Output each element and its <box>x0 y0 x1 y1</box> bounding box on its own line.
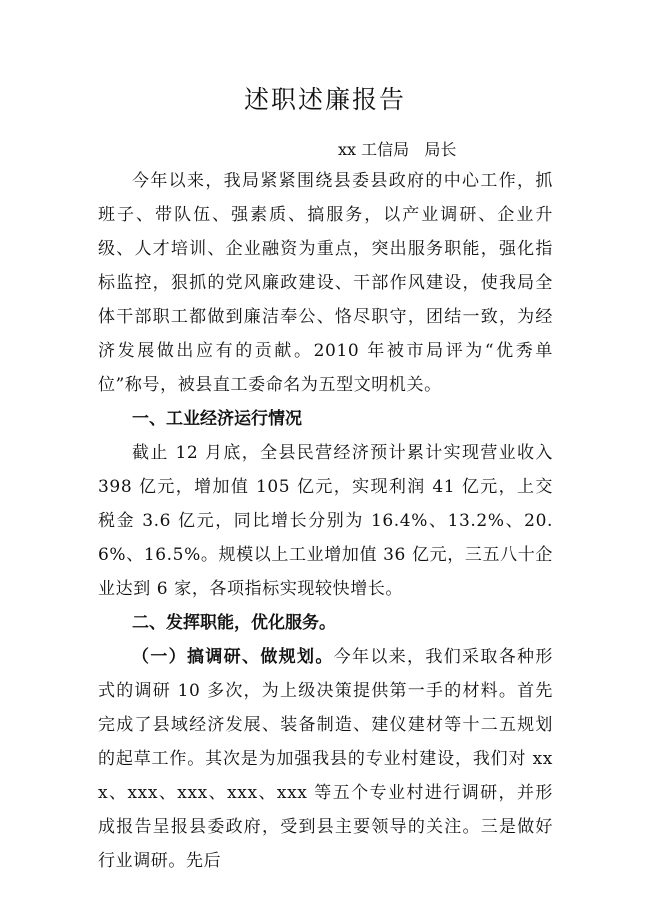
intro-paragraph: 今年以来，我局紧紧围绕县委县政府的中心工作，抓班子、带队伍、强素质、搞服务，以产业调研、企业升级、人才培训、企业融资为重点，突出服务职能，强化指标监控，狠抓的党风廉政建设、干部作风建设，使我局全体干部职工都做到廉洁奉公、恪尽职守，团结一致，为经济发展做出应有的贡献。2010 年被市局评为“优秀单位”称号，被县直工委命名为五型文明机关。 <box>98 171 553 395</box>
section2-heading: 二、发挥职能，优化服务。 <box>132 613 336 633</box>
section1-heading: 一、工业经济运行情况 <box>132 409 302 429</box>
subsection1-text: 今年以来，我们采取各种形式的调研 10 多次，为上级决策提供第一手的材料。首先完成了县域经济发展、装备制造、建仪建材等十二五规划的起草工作。其次是为加强我县的专业村建设，我们对 xxx、xxx、xxx、xxx、xxx 等五个专业村进行调研，并形成报告呈报县委政府，受到县主要领导的关注。三是做好行业调研。先后 <box>98 647 553 871</box>
document-body <box>98 164 553 878</box>
document-title: 述职述廉报告 <box>243 85 406 114</box>
subsection1-paragraph <box>98 640 553 878</box>
subsection1-lead: （一）搞调研、做规划。 <box>132 647 334 667</box>
author-line: xx 工信局 局长 <box>338 140 457 159</box>
section1-paragraph: 截止 12 月底，全县民营经济预计累计实现营业收入 398 亿元，增加值 105 亿元，实现利润 41 亿元，上交税金 3.6 亿元，同比增长分别为 16.4%、13.2%、20.6%、16.5%。规模以上工业增加值 36 亿元，三五八十企业达到 6 家，各项指标实现较快增长。 <box>98 443 553 599</box>
